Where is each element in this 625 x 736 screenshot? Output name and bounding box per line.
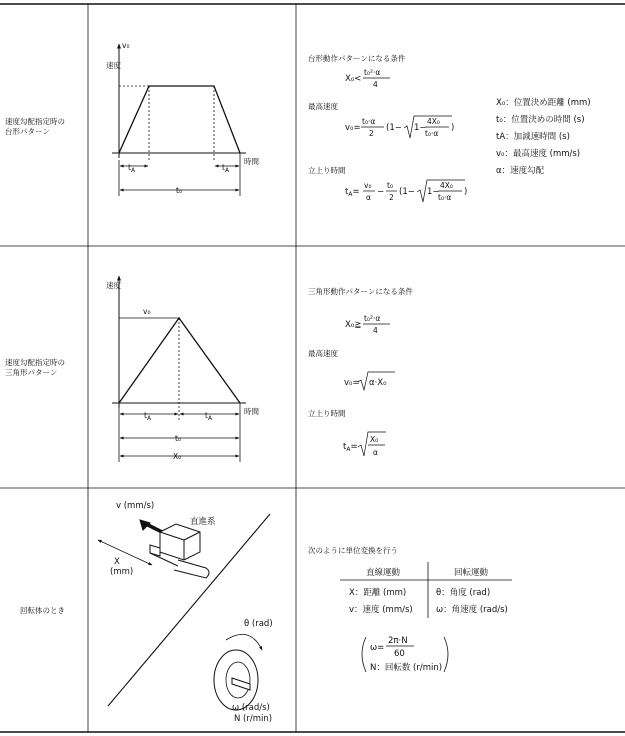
linear-system-label: 直進系 <box>190 517 216 527</box>
rise-den: α <box>373 448 378 457</box>
t0-label: t₀ <box>175 434 181 443</box>
rise-t0: t₀ <box>387 181 393 190</box>
rotary-cell: ω：角速度 (rad/s) <box>436 605 508 615</box>
rise-inner-den: t₀·α <box>438 193 452 202</box>
ta-label <box>222 163 230 174</box>
ta-t: t <box>128 163 131 172</box>
symbol-legend <box>496 97 591 176</box>
max-rad: α·X₀ <box>369 378 387 388</box>
condition-title: 台形動作パターンになる条件 <box>308 54 406 63</box>
rise-time-title: 立上り時間 <box>308 409 346 418</box>
x-axis-label: 時間 <box>244 157 259 166</box>
ta-label <box>144 411 152 422</box>
row-label-line: 回転体のとき <box>20 606 65 615</box>
rise-t: t <box>345 187 349 197</box>
rise-paren: (1− <box>399 187 415 197</box>
condition-title: 三角形動作パターンになる条件 <box>308 287 413 296</box>
rotary-cell: θ：角度 (rad) <box>436 588 491 598</box>
x-unit-label: (mm) <box>110 567 134 577</box>
linear-cell: X：距離 (mm) <box>349 588 407 598</box>
triangle-formulas <box>308 286 413 457</box>
rise-num: X₀ <box>370 435 379 444</box>
max-num: t₀·α <box>362 117 376 126</box>
omega-lhs: ω= <box>370 643 385 653</box>
paren-right <box>444 637 448 672</box>
rise-2: 2 <box>389 193 394 202</box>
max-lhs: v₀= <box>345 123 361 133</box>
x-label: X <box>114 557 120 567</box>
rise-eq: = <box>352 187 360 197</box>
row-rotary <box>20 501 512 724</box>
condition-num: t₀²·α <box>364 314 381 323</box>
rotation-arrow <box>226 634 262 650</box>
trapezoid-formulas <box>308 53 467 202</box>
header-linear: 直線運動 <box>366 568 401 578</box>
x-axis-label: 時間 <box>244 407 259 416</box>
condition-num: t₀²·α <box>364 68 381 77</box>
y-axis-text: 速度 <box>106 61 121 70</box>
rise-alpha: α <box>366 193 371 202</box>
row-triangle <box>5 276 413 462</box>
conversion-intro: 次のように単位変換を行う <box>308 546 398 555</box>
rise-close: ) <box>464 187 468 197</box>
y-axis-label: 速度 <box>106 281 121 290</box>
theta-label: θ (rad) <box>244 619 273 629</box>
rise-time-title: 立上り時間 <box>308 166 346 175</box>
conversion-block <box>308 545 512 673</box>
velocity-profile <box>119 318 240 403</box>
t0-label: t₀ <box>176 186 182 195</box>
legend-item: v₀：最高速度 (mm/s) <box>496 149 581 159</box>
rise-one: 1− <box>427 187 440 197</box>
ta-t: t <box>144 411 147 420</box>
table-grid <box>0 4 625 732</box>
ta-label <box>128 163 136 174</box>
max-one: 1− <box>414 123 427 133</box>
row-label-line: 速度勾配指定時の <box>5 358 65 367</box>
x0-label: X₀ <box>173 452 182 461</box>
max-lhs: v₀= <box>344 378 360 388</box>
rise-t: t <box>343 442 347 452</box>
ta-sub: A <box>224 167 230 174</box>
ta-sub: A <box>130 167 136 174</box>
ta-t: t <box>222 163 225 172</box>
max-speed-title: 最高速度 <box>308 349 338 358</box>
condition-den: 4 <box>373 326 378 335</box>
velocity-label: v (mm/s) <box>116 501 155 511</box>
ta-sub: A <box>207 415 213 422</box>
omega-label: ω (rad/s) <box>232 703 270 713</box>
v0-label: v₀ <box>143 307 151 316</box>
rise-eq: = <box>350 442 358 452</box>
omega-num: 2π·N <box>388 636 408 646</box>
condition-lhs: X₀< <box>345 74 362 84</box>
max-inner-num: 4X₀ <box>427 117 440 126</box>
n-definition: N：回転数 (r/min) <box>370 663 443 673</box>
velocity-profile <box>119 86 240 153</box>
condition-den: 4 <box>373 80 378 89</box>
rise-minus: − <box>377 187 385 197</box>
omega-den: 60 <box>394 649 405 659</box>
row-trapezoid <box>5 41 591 202</box>
ta-sub: A <box>146 415 152 422</box>
ta-label <box>205 411 213 422</box>
max-paren: (1− <box>386 123 402 133</box>
legend-item: α：速度勾配 <box>496 166 545 176</box>
rotary-figure <box>98 514 270 710</box>
linear-cell: v：速度 (mm/s) <box>349 605 413 615</box>
ta-t: t <box>205 411 208 420</box>
paren-left <box>362 637 366 672</box>
rise-v0: v₀ <box>364 181 372 190</box>
max-close: ) <box>451 123 455 133</box>
row-label-line: 速度勾配指定時の <box>5 117 65 126</box>
rise-inner-num: 4X₀ <box>440 181 453 190</box>
header-rotary: 回転運動 <box>454 568 489 578</box>
legend-item: tA：加減速時間 (s) <box>496 132 570 142</box>
y-axis-label <box>106 60 121 70</box>
max-inner-den: t₀·α <box>425 129 439 138</box>
rise-lhs <box>345 187 360 198</box>
row-label-line: 三角形パターン <box>5 368 58 377</box>
x-dimension <box>98 540 152 565</box>
linear-block <box>160 524 200 560</box>
rise-sub: A <box>346 446 351 453</box>
legend-item: X₀：位置決め距離 (mm) <box>496 98 591 108</box>
n-label: N (r/min) <box>234 714 273 724</box>
max-speed-title: 最高速度 <box>308 102 338 111</box>
legend-item: t₀：位置決めの時間 (s) <box>496 115 585 125</box>
row-label-line: 台形パターン <box>5 127 50 136</box>
rise-sub: A <box>348 191 353 198</box>
max-den: 2 <box>369 129 374 138</box>
rise-lhs <box>343 442 358 453</box>
condition-lhs: X₀≧ <box>345 320 362 330</box>
v0-axis-label: v₀ <box>122 41 130 50</box>
